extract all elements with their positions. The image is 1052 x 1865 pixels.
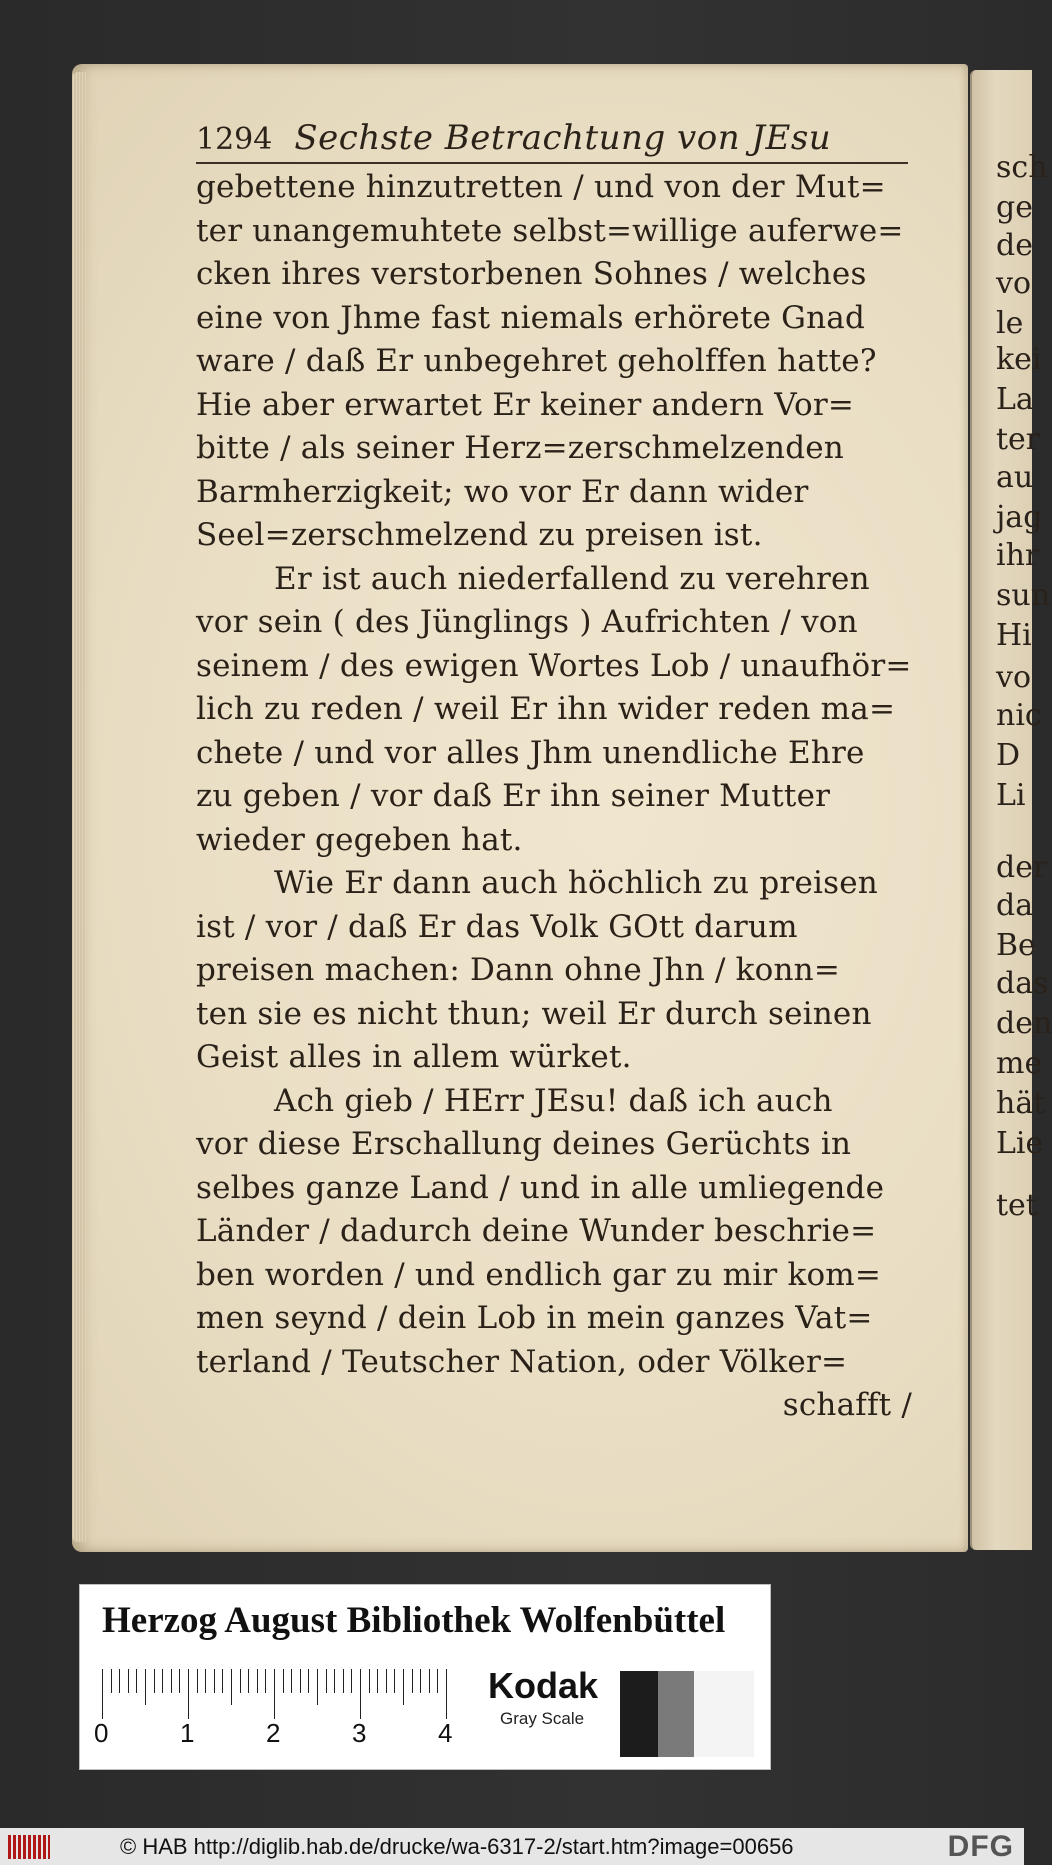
- ruler-tick: [351, 1669, 352, 1693]
- ruler-tick: [377, 1669, 378, 1693]
- facing-page-fragment: me: [996, 1046, 1043, 1081]
- ruler-number: 0: [94, 1718, 109, 1748]
- page-edges: [72, 72, 86, 1542]
- gray-scale-label: Gray Scale: [500, 1709, 585, 1728]
- facing-page-fragment: den: [996, 1006, 1052, 1041]
- text-line: wieder gegeben hat.: [196, 821, 523, 858]
- ruler-tick: [197, 1669, 198, 1693]
- dfg-logo: DFG: [947, 1829, 1014, 1863]
- ruler-tick: [222, 1669, 223, 1693]
- text-line: Er ist auch niederfallend zu verehren: [274, 560, 870, 597]
- ruler-tick: [188, 1669, 189, 1719]
- facing-page-fragment: jag: [996, 500, 1043, 535]
- ruler-tick: [231, 1669, 232, 1705]
- text-line: seinem / des ewigen Wortes Lob / unaufhör=: [196, 647, 912, 684]
- text-line: men seynd / dein Lob in mein ganzes Vat=: [196, 1300, 873, 1336]
- text-line: chete / und vor alles Jhm unendliche Ehre: [196, 734, 865, 771]
- facing-page-fragment: der: [996, 850, 1048, 885]
- institution-name: Herzog August Bibliothek Wolfenbüttel: [102, 1600, 726, 1641]
- ruler-tick: [145, 1669, 146, 1705]
- text-line: schafft /: [782, 1387, 912, 1423]
- ruler-tick: [283, 1669, 284, 1693]
- ruler-number: 1: [180, 1718, 195, 1748]
- facing-page-fragment: ihr: [996, 538, 1040, 573]
- ruler-number: 2: [266, 1718, 281, 1748]
- facing-page-fragment: da: [996, 888, 1034, 923]
- gray-patch-dark: [620, 1671, 658, 1757]
- text-line: ten sie es nicht thun; weil Er durch seinen: [196, 995, 872, 1032]
- text-line: vor diese Erschallung deines Gerüchts in: [196, 1126, 852, 1162]
- facing-page-fragment: au: [996, 460, 1034, 495]
- text-line: ware / daß Er unbegehret geholffen hatte?: [196, 343, 877, 379]
- facing-page-edge: [970, 70, 1052, 1550]
- text-line: Länder / dadurch deine Wunder beschrie=: [196, 1213, 877, 1249]
- ruler-tick: [248, 1669, 249, 1693]
- text-line: lich zu reden / weil Er ihn wider reden ma=: [196, 691, 896, 727]
- body-text: [196, 166, 924, 1428]
- text-line: Geist alles in allem würket.: [196, 1039, 632, 1075]
- facing-page-fragment: nic: [996, 698, 1042, 733]
- ruler-number: 3: [352, 1718, 367, 1748]
- ruler-tick: [154, 1669, 155, 1693]
- ruler-tick: [179, 1669, 180, 1693]
- ruler-tick: [300, 1669, 301, 1693]
- facing-page-fragment: vo: [996, 266, 1032, 301]
- text-line: selbes ganze Land / und in alle umliegende: [196, 1169, 885, 1206]
- text-line: Seel=zerschmelzend zu preisen ist.: [196, 517, 763, 553]
- ruler-tick: [326, 1669, 327, 1693]
- facing-page-fragment: ter: [996, 422, 1041, 457]
- facing-page-fragment: La: [996, 382, 1034, 417]
- facing-page-fragment: D: [996, 738, 1021, 773]
- hab-logo-icon: [8, 1835, 50, 1859]
- text-line: ter unangemuhtete selbst=willige auferwe=: [196, 212, 904, 249]
- text-line: Barmherzigkeit; wo vor Er dann wider: [196, 473, 809, 510]
- ruler-number: 4: [438, 1718, 453, 1748]
- ruler-tick: [437, 1669, 438, 1693]
- ruler-tick: [291, 1669, 292, 1693]
- facing-page-fragment: vo: [996, 660, 1032, 695]
- gray-patch-light: [694, 1671, 754, 1757]
- kodak-logo: Kodak: [488, 1665, 599, 1706]
- facing-page-fragment: Be: [996, 928, 1036, 963]
- text-line: gebettene hinzutretten / und von der Mut=: [196, 169, 886, 205]
- ruler-tick: [102, 1669, 103, 1719]
- text-line: cken ihres verstorbenen Sohnes / welches: [196, 256, 867, 292]
- facing-page-fragment: sch: [996, 150, 1048, 185]
- color-calibration-strip: [79, 1584, 771, 1770]
- text-line: terland / Teutscher Nation, oder Völker=: [196, 1343, 848, 1380]
- facing-page-fragment: de: [996, 228, 1033, 263]
- running-head: Sechste Betrachtung von JEsu: [294, 118, 832, 158]
- ruler-tick: [162, 1669, 163, 1693]
- ruler-tick: [274, 1669, 275, 1719]
- facing-page-fragment: sun: [996, 578, 1051, 613]
- ruler-tick: [369, 1669, 370, 1693]
- text-line: ben worden / und endlich gar zu mir kom=: [196, 1256, 882, 1293]
- text-line: Hie aber erwartet Er keiner andern Vor=: [196, 386, 855, 423]
- footer-bar: [0, 1828, 1024, 1865]
- ruler-tick: [214, 1669, 215, 1693]
- facing-page-fragment: Lie: [996, 1126, 1044, 1161]
- ruler-tick: [119, 1669, 120, 1693]
- text-line: bitte / als seiner Herz=zerschmelzenden: [196, 430, 844, 466]
- ruler-tick: [240, 1669, 241, 1693]
- page-number: 1294: [196, 122, 273, 157]
- ruler: [102, 1669, 542, 1719]
- page-header: [196, 118, 908, 164]
- ruler-tick: [403, 1669, 404, 1705]
- text-line: vor sein ( des Jünglings ) Aufrichten / von: [196, 604, 858, 640]
- facing-page-fragment: kei: [996, 342, 1042, 377]
- ruler-tick: [334, 1669, 335, 1693]
- ruler-tick: [412, 1669, 413, 1693]
- text-line: eine von Jhme fast niemals erhörete Gnad: [196, 299, 866, 336]
- ruler-tick: [386, 1669, 387, 1693]
- ruler-tick: [136, 1669, 137, 1693]
- text-line: preisen machen: Dann ohne Jhn / konn=: [196, 952, 840, 988]
- ruler-tick: [111, 1669, 112, 1693]
- text-line: ist / vor / daß Er das Volk GOtt darum: [196, 908, 798, 945]
- copyright-link[interactable]: © HAB http://diglib.hab.de/drucke/wa-6317-2/start.htm?image=00656: [120, 1833, 794, 1859]
- facing-page-fragment: tet: [996, 1188, 1038, 1223]
- ruler-tick: [128, 1669, 129, 1693]
- ruler-tick: [257, 1669, 258, 1693]
- ruler-tick: [205, 1669, 206, 1693]
- ruler-tick: [308, 1669, 309, 1693]
- facing-page-fragment: le: [996, 306, 1024, 341]
- ruler-tick: [265, 1669, 266, 1693]
- ruler-tick: [394, 1669, 395, 1693]
- facing-page-fragment: Li: [996, 778, 1026, 813]
- ruler-tick: [171, 1669, 172, 1693]
- facing-page-fragment: hät: [996, 1086, 1046, 1121]
- ruler-tick: [420, 1669, 421, 1693]
- ruler-tick: [360, 1669, 361, 1719]
- facing-page-fragment: Hi: [996, 618, 1032, 653]
- ruler-tick: [446, 1669, 447, 1719]
- gray-patch-mid: [658, 1671, 694, 1757]
- text-line: zu geben / vor daß Er ihn seiner Mutter: [196, 778, 831, 814]
- ruler-tick: [343, 1669, 344, 1693]
- text-line: Ach gieb / HErr JEsu! daß ich auch: [274, 1082, 833, 1119]
- text-line: Wie Er dann auch höchlich zu preisen: [274, 865, 878, 901]
- facing-page-fragment: ge: [996, 190, 1033, 225]
- ruler-tick: [429, 1669, 430, 1693]
- facing-page-fragment: das: [996, 966, 1049, 1001]
- ruler-tick: [317, 1669, 318, 1705]
